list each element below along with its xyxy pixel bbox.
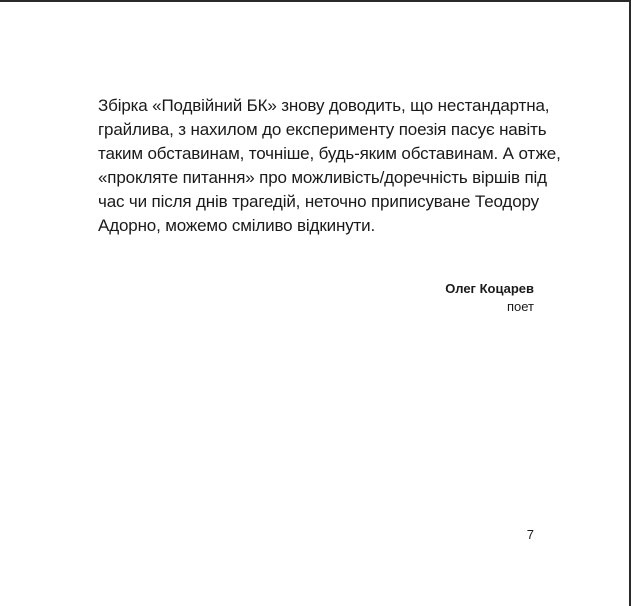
author-name: Олег Коцарев	[445, 281, 534, 296]
quote-line: «прокляте питання» про можливість/доречність віршів під	[98, 168, 547, 187]
signature	[445, 280, 534, 316]
quote-paragraph	[98, 94, 561, 238]
page-number: 7	[526, 527, 534, 542]
quote-line: Збірка «Подвійний БК» знову доводить, що нестандартна,	[98, 96, 550, 115]
quote-line: грайлива, з нахилом до експерименту поезія пасує навіть	[98, 120, 547, 139]
author-role: поет	[506, 299, 534, 314]
quote-line: таким обставинам, точніше, будь-яким обставинам. А отже,	[98, 144, 561, 163]
quote-line: час чи після днів трагедій, неточно приписуване Теодору	[98, 192, 539, 211]
quote-line: Адорно, можемо сміливо відкинути.	[98, 216, 376, 235]
